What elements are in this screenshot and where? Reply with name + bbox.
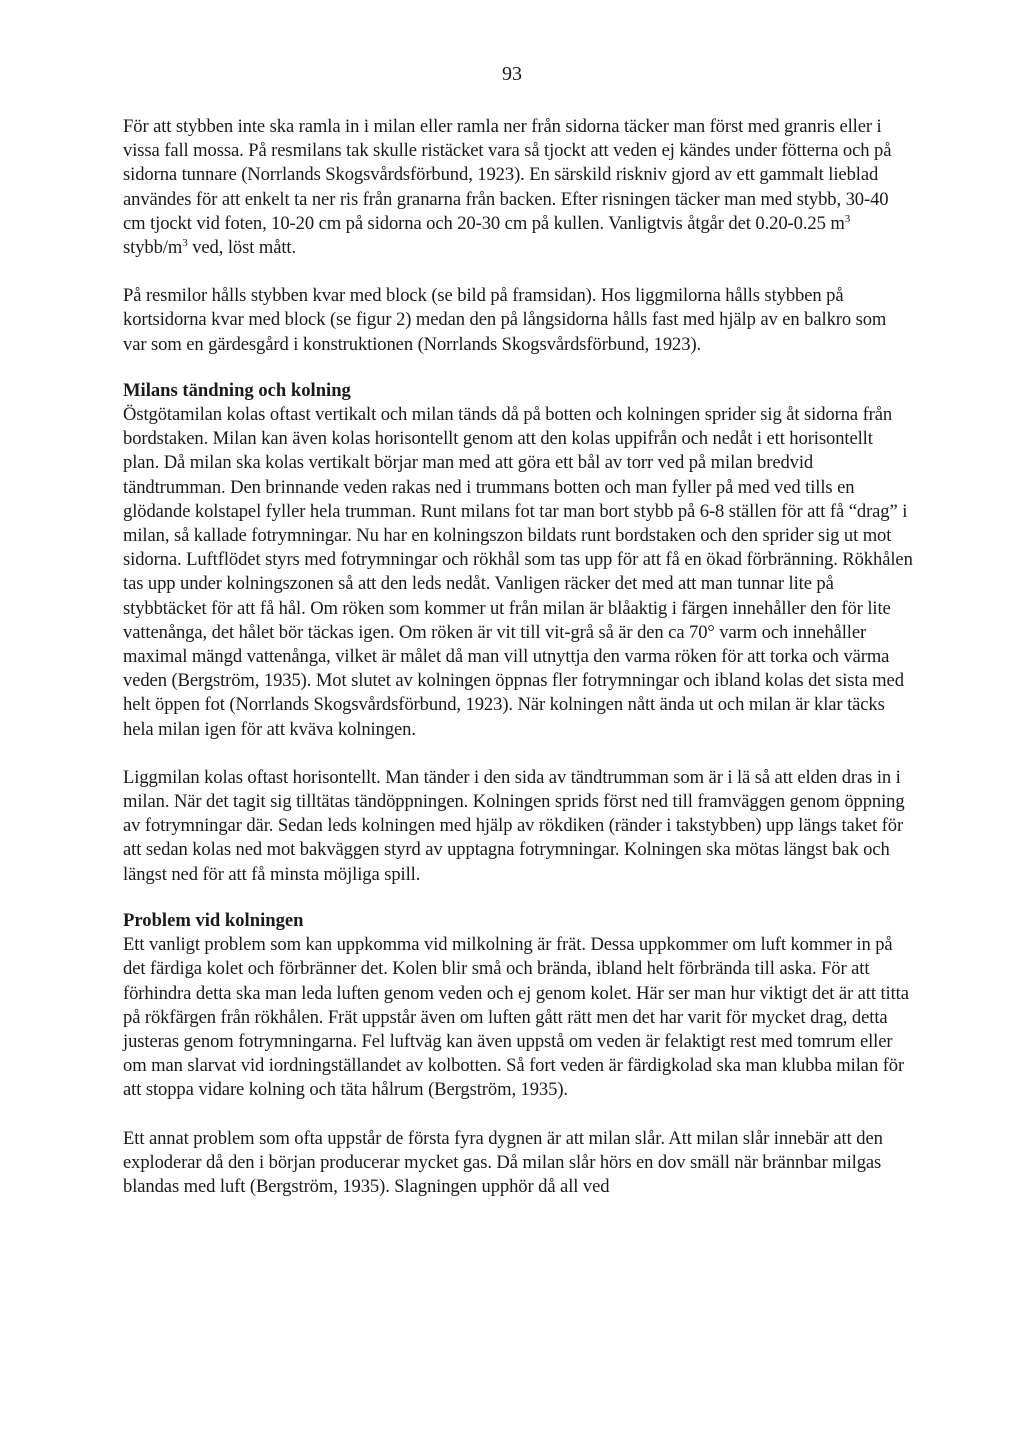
page-number: 93 <box>502 63 522 85</box>
paragraph-text: För att stybben inte ska ramla in i milan eller ramla ner från sidorna täcker man först med granris eller i vissa fall mossa. På resmilans tak skulle ristäcket vara så tjockt att veden ej kändes under fötterna och på sidorna tunnare (Norrlands Skogsvårdsförbund, 1923). En särskild riskniv gjord av ett gammalt lieblad användes för att enkelt ta ner ris från granarna från backen. Efter risningen täcker man med stybb, 30-40 cm tjockt vid foten, 10-20 cm på sidorna och 20-30 cm på kullen. Vanligtvis åtgår det 0.20-0.25 m <box>123 116 892 234</box>
paragraph-text: stybb/m <box>123 237 183 259</box>
section-heading-tandning: Milans tändning och kolning <box>123 379 351 401</box>
superscript: 3 <box>182 237 188 250</box>
page-content <box>123 115 913 1199</box>
superscript: 3 <box>844 212 851 225</box>
section-heading-problem: Problem vid kolningen <box>123 909 304 931</box>
paragraph-frat: Ett vanligt problem som kan uppkomma vid milkolning är frät. Dessa uppkommer om luft kommer in på det färdiga kolet och förbränner det. Kolen blir små och brända, ibland helt förbrända till aska. För att förhindra detta ska man leda luften genom veden och ej genom kolet. Här ser man hur viktigt det är att titta på rökfärgen från rökhålen. Frät uppstår även om luften gått rätt men det har varit för mycket drag, detta justeras genom fotrymningarna. Fel luftväg kan även uppstå om veden är felaktigt rest med tomrum eller om man slarvat vid iordningställandet av kolbotten. Så fort veden är färdigkolad ska man klubba milan för att stoppa vidare kolning och täta hålrum (Bergström, 1935). <box>123 934 909 1101</box>
paragraph-text: ved, löst mått. <box>187 237 297 259</box>
paragraph-stybb-covering <box>123 115 913 260</box>
paragraph-liggmilan: Liggmilan kolas oftast horisontellt. Man tänder i den sida av tändtrumman som är i lä så att elden dras in i milan. När det tagit sig tilltätas tändöppningen. Kolningen sprids först ned till framväggen genom öppning av fotrymningar där. Sedan leds kolningen med hjälp av rökdiken (ränder i takstybben) upp längs taket för att sedan kolas ned mot bakväggen styrd av upptagna fotrymningar. Kolningen ska mötas längst bak och längst ned för att få minsta möjliga spill. <box>123 766 905 885</box>
paragraph-milan-slar: Ett annat problem som ofta uppstår de första fyra dygnen är att milan slår. Att milan slår innebär att den exploderar då den i början producerar mycket gas. Då milan slår hörs en dov smäll när brännbar milgas blandas med luft (Bergström, 1935). Slagningen upphör då all ved <box>123 1127 883 1197</box>
paragraph-resmilor-blocks: På resmilor hålls stybben kvar med block (se bild på framsidan). Hos liggmilorna hålls stybben på kortsidorna kvar med block (se figur 2) medan den på långsidorna hålls fast med hjälp av en balkro som var som en gärdesgård i konstruktionen (Norrlands Skogsvårdsförbund, 1923). <box>123 285 887 355</box>
paragraph-ostgotamilan: Östgötamilan kolas oftast vertikalt och milan tänds då på botten och kolningen sprider sig åt sidorna från bordstaken. Milan kan även kolas horisontellt genom att den kolas uppifrån och nedåt i ett horisontellt plan. Då milan ska kolas vertikalt börjar man med att göra ett bål av torr ved på milan bredvid tändtrumman. Den brinnande veden rakas ned i trummans botten och man fyller på med ved tills en glödande kolstapel fyller hela trumman. Runt milans fot tar man bort stybb på 6-8 ställen för att få “drag” i milan, så kallade fotrymningar. Nu har en kolningszon bildats runt bordstaken och den sprider sig ut mot sidorna. Luftflödet styrs med fotrymningar och rökhål som tas upp för att få en ökad förbränning. Rökhålen tas upp under kolningszonen så att den leds nedåt. Vanligen räcker det med att man tunnar lite på stybbtäcket för att få hål. Om röken som kommer ut från milan är blåaktig i färgen innehåller den för lite vattenånga, det hålet bör täckas igen. Om röken är vit till vit-grå så är den ca 70° varm och innehåller maximal mängd vattenånga, vilket är målet då man vill utnyttja den varma röken för att torka och värma veden (Bergström, 1935). Mot slutet av kolningen öppnas fler fotrymningar och ibland kolas det sista med helt öppen fot (Norrlands Skogsvårdsförbund, 1923). När kolningen nått ända ut och milan är klar täcks hela milan igen för att kväva kolningen. <box>123 404 913 740</box>
